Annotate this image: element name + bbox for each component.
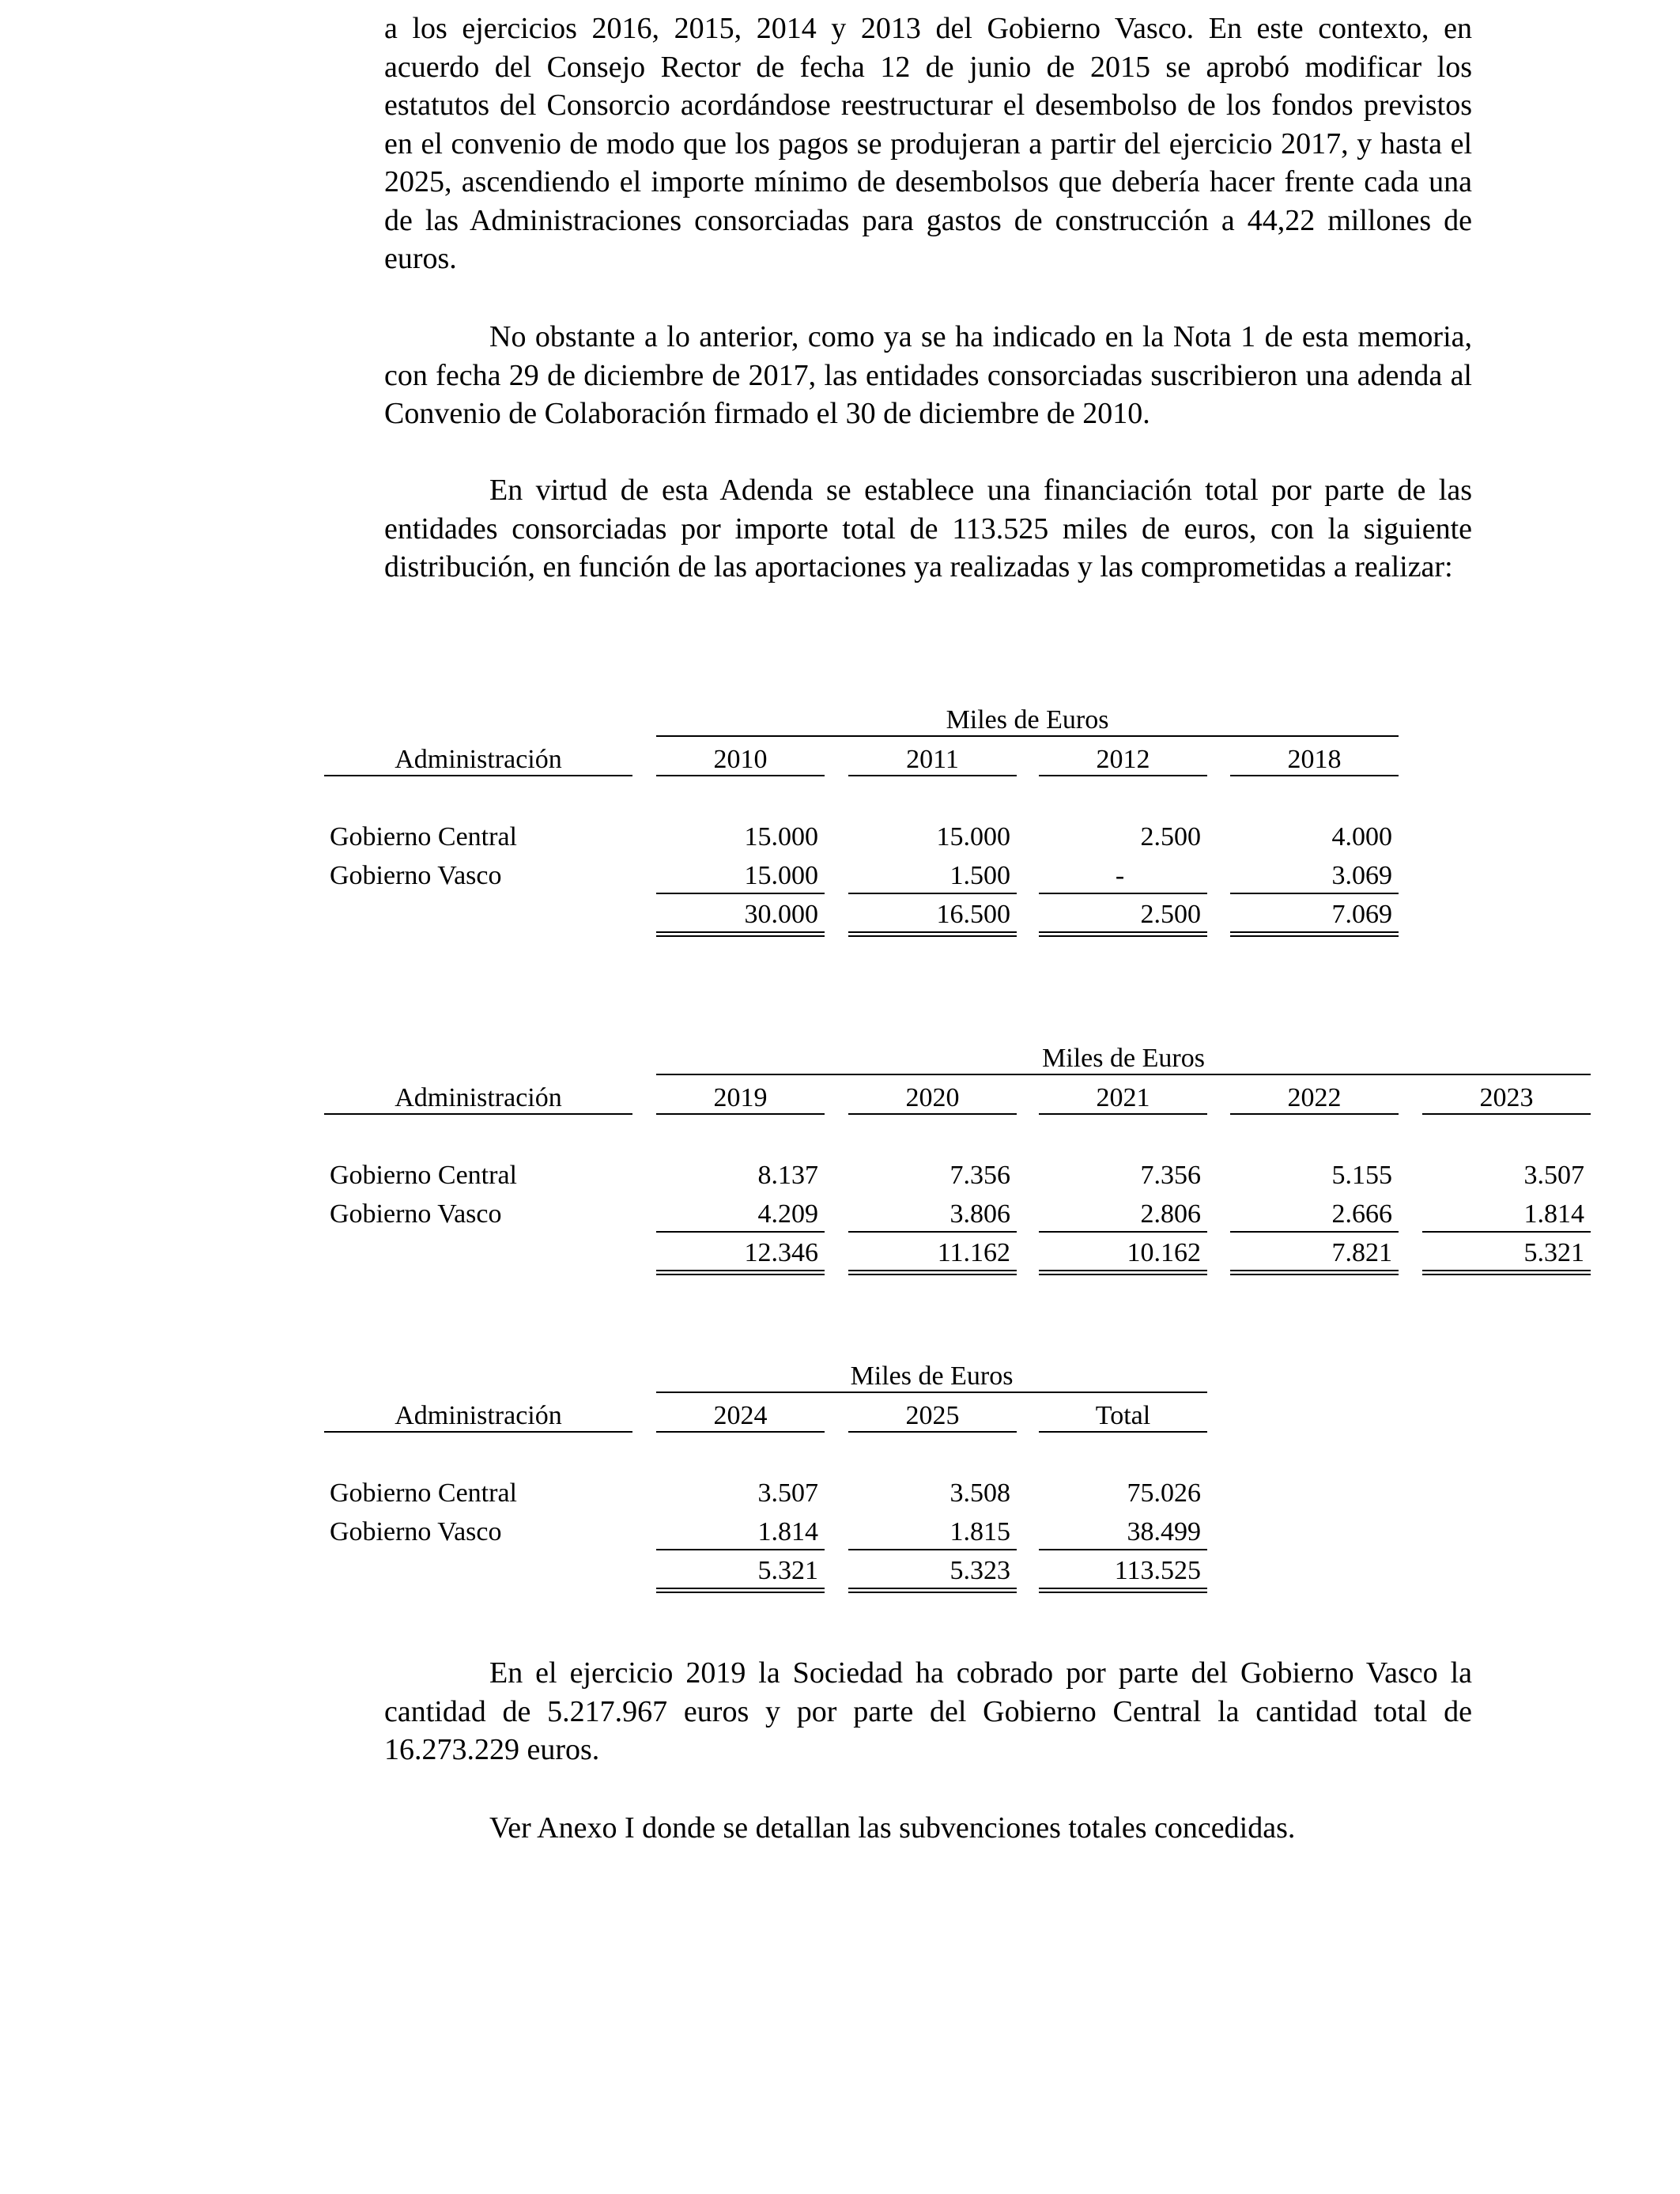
column-header: 2023 xyxy=(1479,1083,1534,1112)
total-double-rule xyxy=(656,931,825,937)
table-cell: 7.356 xyxy=(949,1161,1010,1190)
subtotal-rule xyxy=(656,1549,825,1550)
row-header: Administración xyxy=(395,1083,562,1112)
table-cell: 1.815 xyxy=(949,1517,1010,1546)
total-cell: 30.000 xyxy=(744,900,818,929)
total-double-rule xyxy=(848,931,1017,937)
group-header-rule xyxy=(656,1074,1591,1075)
column-header-rule xyxy=(1039,1113,1207,1115)
paragraph-3: En virtud de esta Adenda se establece una financiación total por parte de las entidades consorciadas por importe total de 113.525 miles de euros, con la siguiente distribución, en función de las aportaciones ya realizadas y las comprometidas a realizar: xyxy=(384,474,1472,583)
total-cell: 113.525 xyxy=(1114,1556,1201,1585)
table-cell: 8.137 xyxy=(757,1161,818,1190)
row-label: Gobierno Central xyxy=(330,1161,517,1190)
subtotal-rule xyxy=(848,893,1017,894)
table-cell: 3.069 xyxy=(1331,861,1392,890)
table-cell: 3.507 xyxy=(757,1478,818,1508)
subtotal-rule xyxy=(1230,1231,1399,1233)
total-cell: 11.162 xyxy=(937,1238,1010,1267)
column-header-rule xyxy=(656,1113,825,1115)
total-double-rule xyxy=(1039,931,1207,937)
row-label: Gobierno Vasco xyxy=(330,1517,502,1546)
table-cell: 2.806 xyxy=(1140,1199,1201,1229)
total-cell: 16.500 xyxy=(936,900,1010,929)
table-cell: 15.000 xyxy=(744,861,818,890)
table-cell: 4.209 xyxy=(757,1199,818,1229)
row-header-rule xyxy=(324,1113,632,1115)
table-cell: 2.500 xyxy=(1140,822,1201,852)
column-header: 2022 xyxy=(1287,1083,1342,1112)
column-header: 2021 xyxy=(1096,1083,1150,1112)
table-cell: 4.000 xyxy=(1331,822,1392,852)
column-header: 2010 xyxy=(713,745,768,774)
column-header-rule xyxy=(1230,775,1399,776)
group-header-rule xyxy=(656,1392,1207,1393)
table-cell: 3.806 xyxy=(949,1199,1010,1229)
total-cell: 7.821 xyxy=(1331,1238,1392,1267)
table-cell: 38.499 xyxy=(1127,1517,1201,1546)
total-cell: 5.321 xyxy=(1523,1238,1584,1267)
column-header: 2011 xyxy=(906,745,959,774)
total-double-rule xyxy=(656,1270,825,1275)
paragraph-2: No obstante a lo anterior, como ya se ha indicado en la Nota 1 de esta memoria, con fecha 29 de diciembre de 2017, las entidades consorciadas suscribieron una adenda al Convenio de Colaboración firmado el 30 de diciembre de 2010. xyxy=(384,320,1472,430)
table-cell: 3.507 xyxy=(1523,1161,1584,1190)
paragraph-1: a los ejercicios 2016, 2015, 2014 y 2013 del Gobierno Vasco. En este contexto, en acuerdo del Consejo Rector de fecha 12 de junio de 2015 se aprobó modificar los estatutos del Consorcio acordándose reestructurar el desembolso de los fondos previstos en el convenio de modo que los pagos se produjeran a partir del ejercicio 2017, y hasta el 2025, ascendiendo el importe mínimo de desembolsos que debería hacer frente cada una de las Administraciones consorciadas para gastos de construcción a 44,22 millones de euros. xyxy=(384,12,1472,275)
column-header-rule xyxy=(1039,775,1207,776)
table-cell: 1.500 xyxy=(949,861,1010,890)
row-label: Gobierno Central xyxy=(330,1478,517,1508)
row-header: Administración xyxy=(395,1401,562,1430)
total-cell: 7.069 xyxy=(1331,900,1392,929)
table-cell: - xyxy=(1115,861,1125,890)
column-header: 2018 xyxy=(1287,745,1342,774)
column-header: 2019 xyxy=(713,1083,768,1112)
total-cell: 2.500 xyxy=(1140,900,1201,929)
group-header-rule xyxy=(656,735,1399,737)
table-cell: 75.026 xyxy=(1127,1478,1201,1508)
table-cell: 3.508 xyxy=(949,1478,1010,1508)
subtotal-rule xyxy=(848,1231,1017,1233)
table-cell: 1.814 xyxy=(757,1517,818,1546)
column-header-rule xyxy=(656,775,825,776)
paragraph-4: En el ejercicio 2019 la Sociedad ha cobrado por parte del Gobierno Vasco la cantidad de 5.217.967 euros y por parte del Gobierno Central la cantidad total de 16.273.229 euros. xyxy=(384,1656,1472,1766)
subtotal-rule xyxy=(1039,893,1207,894)
total-double-rule xyxy=(1039,1588,1207,1593)
total-double-rule xyxy=(1230,931,1399,937)
total-cell: 5.321 xyxy=(757,1556,818,1585)
column-header-rule xyxy=(1422,1113,1591,1115)
paragraph-5: Ver Anexo I donde se detallan las subvenciones totales concedidas. xyxy=(489,1811,1296,1845)
column-header: 2020 xyxy=(905,1083,960,1112)
column-header: Total xyxy=(1095,1401,1151,1430)
row-label: Gobierno Central xyxy=(330,822,517,852)
table-cell: 7.356 xyxy=(1140,1161,1201,1190)
column-header: 2025 xyxy=(905,1401,960,1430)
group-header: Miles de Euros xyxy=(1042,1044,1205,1073)
row-label: Gobierno Vasco xyxy=(330,861,502,890)
total-double-rule xyxy=(1230,1270,1399,1275)
total-cell: 10.162 xyxy=(1127,1238,1201,1267)
subtotal-rule xyxy=(1422,1231,1591,1233)
row-header-rule xyxy=(324,775,632,776)
column-header-rule xyxy=(656,1431,825,1433)
total-double-rule xyxy=(656,1588,825,1593)
subtotal-rule xyxy=(848,1549,1017,1550)
table-cell: 15.000 xyxy=(744,822,818,852)
row-label: Gobierno Vasco xyxy=(330,1199,502,1229)
total-double-rule xyxy=(848,1270,1017,1275)
total-cell: 5.323 xyxy=(949,1556,1010,1585)
group-header: Miles de Euros xyxy=(946,705,1109,734)
column-header: 2012 xyxy=(1096,745,1150,774)
table-cell: 15.000 xyxy=(936,822,1010,852)
subtotal-rule xyxy=(656,1231,825,1233)
column-header-rule xyxy=(1039,1431,1207,1433)
column-header: 2024 xyxy=(713,1401,768,1430)
total-double-rule xyxy=(848,1588,1017,1593)
column-header-rule xyxy=(848,1431,1017,1433)
column-header-rule xyxy=(1230,1113,1399,1115)
table-cell: 2.666 xyxy=(1331,1199,1392,1229)
total-cell: 12.346 xyxy=(744,1238,818,1267)
subtotal-rule xyxy=(1039,1231,1207,1233)
row-header: Administración xyxy=(395,745,562,774)
group-header: Miles de Euros xyxy=(850,1361,1014,1391)
table-cell: 5.155 xyxy=(1331,1161,1392,1190)
subtotal-rule xyxy=(1039,1549,1207,1550)
table-cell: 1.814 xyxy=(1523,1199,1584,1229)
column-header-rule xyxy=(848,775,1017,776)
subtotal-rule xyxy=(1230,893,1399,894)
total-double-rule xyxy=(1422,1270,1591,1275)
column-header-rule xyxy=(848,1113,1017,1115)
total-double-rule xyxy=(1039,1270,1207,1275)
row-header-rule xyxy=(324,1431,632,1433)
subtotal-rule xyxy=(656,893,825,894)
